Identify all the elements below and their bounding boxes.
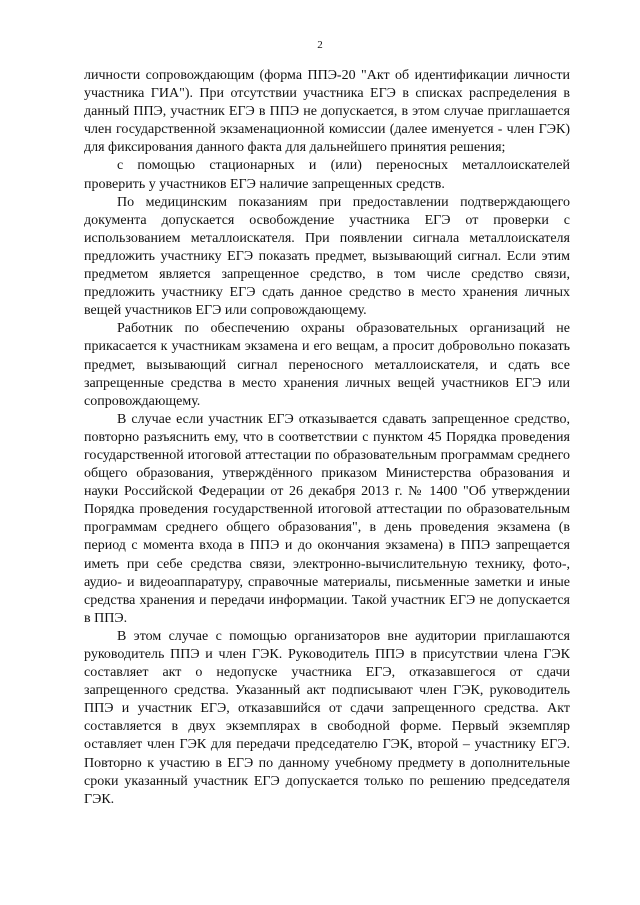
paragraph: личности сопровождающим (форма ППЭ-20 "Акт об идентификации личности участника ГИА"). При отсутствии участника ЕГЭ в списках распределения в данный ППЭ, участник ЕГЭ в ППЭ не допускается, в этом случае приглашается член государственной экзаменационной комиссии (далее именуется - член ГЭК) для фиксирования данного факта для дальнейшего принятия решения; [84,68,570,156]
paragraph: По медицинским показаниям при предоставлении подтверждающего документа допускается освобождение участника ЕГЭ от проверки с использованием металлоискателя. При появлении сигнала металлоискателя предложить участнику ЕГЭ показать предмет, вызывающий сигнал. Если этим предметом является запрещенное средство, в том числе средство связи, предложить участнику ЕГЭ сдать данное средство в место хранения личных вещей участников ЕГЭ или сопровождающему. [84,194,570,319]
paragraph: с помощью стационарных и (или) переносных металлоискателей проверить у участников ЕГЭ наличие запрещенных средств. [84,158,570,192]
document-body [84,67,570,809]
paragraph: Работник по обеспечению охраны образовательных организаций не прикасается к участникам экзамена и его вещам, а просит добровольно показать предмет, вызывающий сигнал переносного металлоискателя, и сдать все запрещенные средства в место хранения личных вещей участников ЕГЭ или сопровождающему. [84,321,570,409]
page-number: 2 [317,39,323,51]
paragraph: В этом случае с помощью организаторов вне аудитории приглашаются руководитель ППЭ и член ГЭК. Руководитель ППЭ в присутствии члена ГЭК составляет акт о недопуске участника ЕГЭ, отказавшегося от сдачи запрещенного средства. Указанный акт подписывают член ГЭК, руководитель ППЭ и участник ЕГЭ, отказавшийся от сдачи запрещенного средства. Акт составляется в двух экземплярах в свободной форме. Первый экземпляр оставляет член ГЭК для передачи председателю ГЭК, второй – участнику ЕГЭ. Повторно к участию в ЕГЭ по данному учебному предмету в дополнительные сроки указанный участник ЕГЭ допускается только по решению председателя ГЭК. [84,628,570,807]
paragraph: В случае если участник ЕГЭ отказывается сдавать запрещенное средство, повторно разъяснить ему, что в соответствии с пунктом 45 Порядка проведения государственной итоговой аттестации по образовательным программам среднего общего образования, утверждённого приказом Министерства образования и науки Российской Федерации от 26 декабря 2013 г. № 1400 "Об утверждении Порядка проведения государственной итоговой аттестации по образовательным программам среднего общего образования", в день проведения экзамена (в период с момента входа в ППЭ и до окончания экзамена) в ППЭ запрещается иметь при себе средства связи, электронно-вычислительную технику, фото-, аудио- и видеоаппаратуру, справочные материалы, письменные заметки и иные средства хранения и передачи информации. Такой участник ЕГЭ не допускается в ППЭ. [84,411,570,626]
